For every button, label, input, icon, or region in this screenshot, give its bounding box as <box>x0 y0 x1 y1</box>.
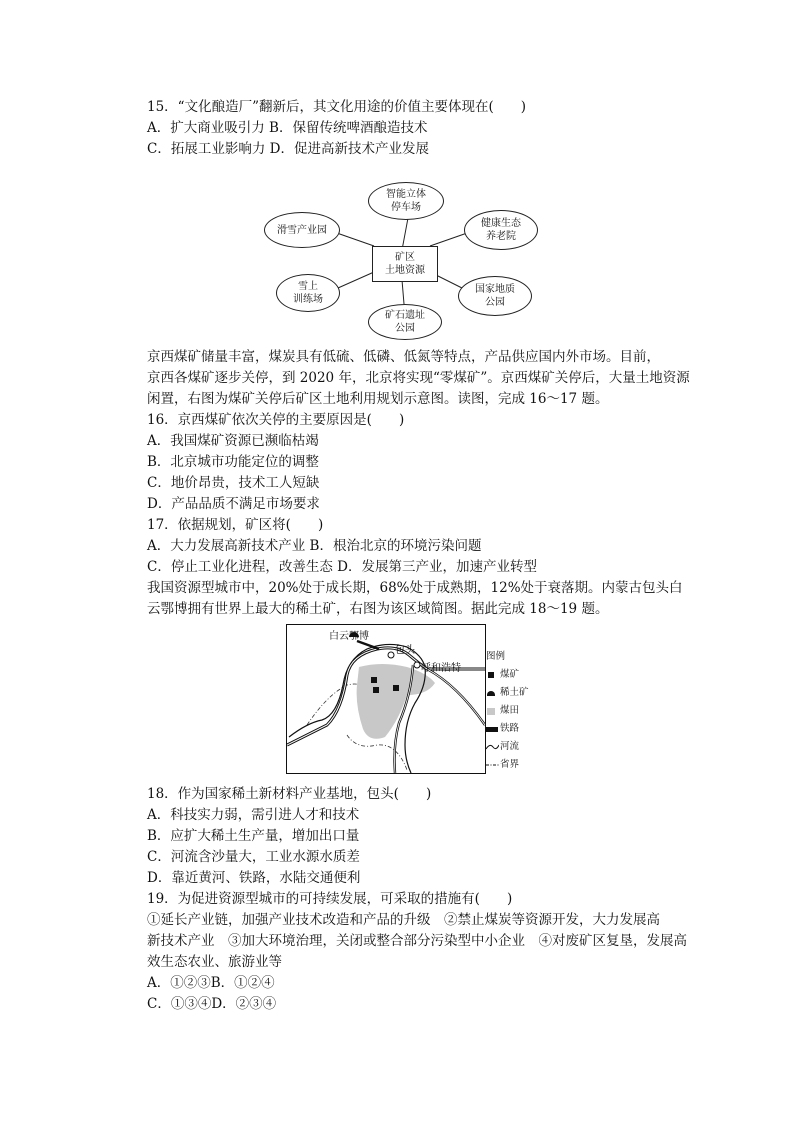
city-baotou <box>388 652 394 658</box>
railway-icon <box>486 727 498 732</box>
passage2-line1: 我国资源型城市中，20%处于成长期，68%处于成熟期，12%处于衰落期。内蒙古包头白 <box>147 580 683 596</box>
map-legend <box>486 648 546 774</box>
q15-stem: 15．“文化酿造厂”翻新后，其文化用途的价值主要体现在( ) <box>147 99 527 115</box>
diagram-node-lower-left-label: 雪上 训练场 <box>293 281 323 305</box>
q16-option-b: B．北京城市功能定位的调整 <box>147 454 319 470</box>
legend-river-label: 河流 <box>500 741 520 752</box>
river-icon <box>486 743 499 751</box>
q15-options-ab: A．扩大商业吸引力 B．保留传统啤酒酿造技术 <box>147 120 428 136</box>
coal-mine-icon <box>488 672 494 678</box>
q16-option-a: A．我国煤矿资源已濒临枯竭 <box>147 433 319 449</box>
q18-stem: 18．作为国家稀土新材料产业基地，包头( ) <box>147 786 432 802</box>
diagram-node-upper-left <box>264 212 340 248</box>
legend-coal-field-label: 煤田 <box>500 705 520 716</box>
q16-stem: 16．京西煤矿依次关停的主要原因是( ) <box>147 412 405 428</box>
region-map <box>286 624 486 774</box>
legend-boundary <box>486 756 546 774</box>
q19-options-ab: A．①②③B．①②④ <box>147 975 275 991</box>
coal-mine-2 <box>373 687 379 693</box>
passage1-line3: 闲置，右图为煤矿关停后矿区土地利用规划示意图。读图，完成 16～17 题。 <box>147 391 609 407</box>
passage1-line1: 京西煤矿储量丰富，煤炭具有低硫、低磷、低氮等特点，产品供应国内外市场。目前， <box>147 349 660 365</box>
legend-railway <box>486 720 546 738</box>
q16-option-d: D．产品品质不满足市场要求 <box>147 496 320 512</box>
diagram-node-upper-right-label: 健康生态 养老院 <box>481 218 521 242</box>
legend-title: 图例 <box>486 651 506 662</box>
q17-options-ab: A．大力发展高新技术产业 B．根治北京的环境污染问题 <box>147 538 482 554</box>
legend-rare-earth <box>486 684 546 702</box>
legend-river <box>486 738 546 756</box>
diagram-node-bottom <box>368 304 442 340</box>
diagram-node-top <box>368 182 444 220</box>
legend-coal-mine-label: 煤矿 <box>500 669 520 680</box>
diagram-node-bottom-label: 矿石遗址 公园 <box>385 310 425 334</box>
diagram-node-upper-left-label: 滑雪产业园 <box>277 224 327 236</box>
railway-north <box>357 641 379 649</box>
q18-option-d: D．靠近黄河、铁路，水陆交通便利 <box>147 870 361 886</box>
coal-mine-1 <box>371 677 377 683</box>
q17-stem: 17．依据规划，矿区将( ) <box>147 517 324 533</box>
q19-body-line1: ①延长产业链，加强产业技术改造和产品的升级 ②禁止煤炭等资源开发，大力发展高 <box>147 912 660 928</box>
q19-options-cd: C．①③④D．②③④ <box>147 996 277 1012</box>
legend-coal-mine <box>486 666 546 684</box>
q15-options-cd: C．拓展工业影响力 D．促进高新技术产业发展 <box>147 141 429 157</box>
passage1-line2: 京西各煤矿逐步关停，到 2020 年，北京将实现“零煤矿”。京西煤矿关停后，大量土地资源 <box>147 370 690 386</box>
legend-rare-earth-label: 稀土矿 <box>500 687 529 698</box>
q19-stem: 19．为促进资源型城市的可持续发展，可采取的措施有( ) <box>147 891 513 907</box>
boundary-icon <box>486 761 499 769</box>
diagram-node-lower-right-label: 国家地质 公园 <box>475 284 515 308</box>
diagram-node-upper-right <box>464 210 538 250</box>
passage2-line2: 云鄂博拥有世界上最大的稀土矿，右图为该区域简图。据此完成 18～19 题。 <box>147 601 609 617</box>
q19-body-line3: 效生态农业、旅游业等 <box>147 954 282 970</box>
legend-railway-label: 铁路 <box>500 723 520 734</box>
coal-field <box>357 664 435 739</box>
q18-option-b: B．应扩大稀土生产量，增加出口量 <box>147 828 360 844</box>
rare-earth-icon <box>487 691 495 696</box>
q16-option-c: C．地价昂贵，技术工人短缺 <box>147 475 320 491</box>
label-baiyun: 白云鄂博 <box>329 631 369 642</box>
land-use-diagram <box>262 180 542 340</box>
diagram-node-top-label: 智能立体 停车场 <box>386 189 426 213</box>
diagram-node-lower-right <box>458 276 532 316</box>
label-huhehaote: 呼和浩特 <box>421 663 461 674</box>
coal-mine-3 <box>393 685 399 691</box>
city-huhehaote <box>414 662 420 668</box>
diagram-center-box <box>372 246 438 282</box>
q17-options-cd: C．停止工业化进程，改善生态 D．发展第三产业，加速产业转型 <box>147 559 537 575</box>
diagram-center-label: 矿区 土地资源 <box>385 252 425 276</box>
diagram-node-lower-left <box>276 274 340 312</box>
q18-option-c: C．河流含沙量大，工业水源水质差 <box>147 849 360 865</box>
railway-east <box>427 669 485 725</box>
q19-body-line2: 新技术产业 ③加大环境治理，关闭或整合部分污染型中小企业 ④对废矿区复垦，发展高 <box>147 933 687 949</box>
map-drawing <box>287 625 485 773</box>
q18-option-a: A．科技实力弱，需引进人才和技术 <box>147 807 360 823</box>
legend-coal-field <box>486 702 546 720</box>
legend-boundary-label: 省界 <box>500 759 520 770</box>
label-baotou: 包头 <box>395 645 415 656</box>
coal-field-icon <box>487 708 495 715</box>
